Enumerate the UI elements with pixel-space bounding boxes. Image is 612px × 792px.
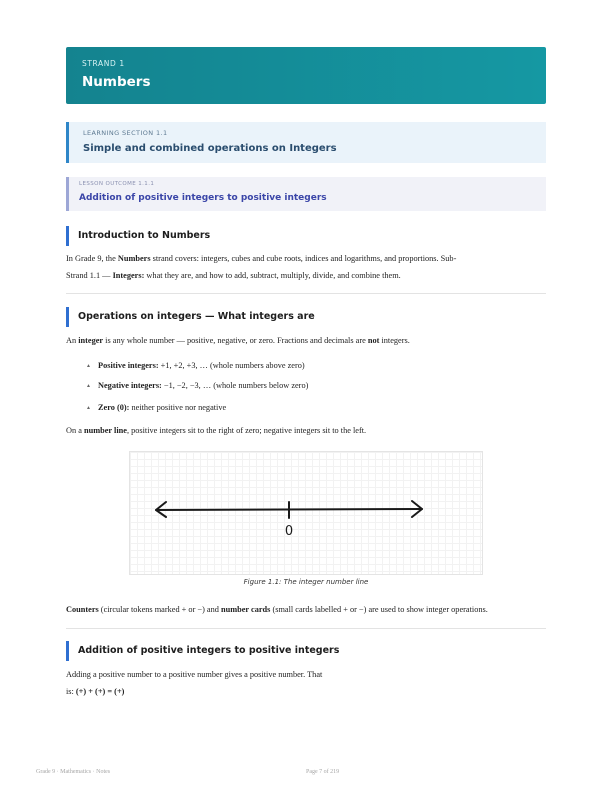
intro-paragraph: [66, 250, 546, 284]
definition-text: integers.: [379, 336, 410, 345]
list-item: [86, 380, 308, 393]
divider: [66, 293, 546, 294]
zero-label: 0: [284, 524, 294, 539]
definition-text: An: [66, 336, 79, 345]
addition-line-1: Adding a positive number to a positive number gives a positive number. That: [66, 670, 323, 679]
triangle-bullet-icon: ▲: [86, 406, 91, 411]
sentence-text: (circular tokens marked + or −) and: [98, 605, 221, 614]
bullet-label: Positive integers:: [98, 361, 159, 370]
strand-kicker: STRAND 1: [82, 59, 125, 68]
sentence-term: number line: [83, 426, 127, 435]
strand-title: Numbers: [82, 74, 151, 90]
bullet-text: +1, +2, +3, … (whole numbers above zero): [158, 361, 305, 370]
definition-emphasis: not: [367, 336, 380, 345]
intro-strong: Integers:: [112, 271, 145, 280]
intro-text: In Grade 9, the: [66, 254, 118, 263]
learning-section-box: [66, 122, 546, 163]
triangle-bullet-icon: ▲: [86, 384, 91, 389]
bullet-label: Negative integers:: [98, 381, 162, 390]
number-line-figure: [129, 451, 483, 575]
intro-heading: Introduction to Numbers: [66, 226, 210, 246]
addition-paragraph: [66, 666, 546, 700]
sentence-text: (small cards labelled + or −) are used to show integer operations.: [270, 605, 488, 614]
footer-left: Grade 9 · Mathematics · Notes: [36, 769, 111, 775]
learning-section-title: Simple and combined operations on Integers: [83, 143, 337, 154]
sentence-term: Counters: [66, 605, 99, 614]
counters-sentence: [66, 601, 546, 618]
sign-rule: (+) + (+) = (+): [75, 687, 125, 696]
definition-text: is any whole number — positive, negative, or zero. Fractions and decimals are: [103, 336, 368, 345]
learning-section-kicker: LEARNING SECTION 1.1: [83, 129, 168, 137]
intro-line-1: [66, 250, 546, 267]
number-line-drawing: [130, 452, 482, 574]
intro-text: strand covers: integers, cubes and cube roots, indices and logarithms, and proportions. Sub-: [150, 254, 457, 263]
sentence-text: On a: [66, 426, 84, 435]
operations-heading: Operations on integers — What integers are: [66, 307, 315, 327]
intro-text: Strand 1.1 —: [66, 271, 113, 280]
bullet-text: neither positive nor negative: [129, 403, 227, 412]
divider: [66, 628, 546, 629]
bullet-text: −1, −2, −3, … (whole numbers below zero): [161, 381, 309, 390]
figure-caption: Figure 1.1: The integer number line: [243, 578, 369, 586]
intro-line-2: [66, 267, 546, 284]
definition-term: integer: [78, 336, 104, 345]
footer-page-number: Page 7 of 219: [306, 769, 340, 775]
addition-line-2: [66, 683, 546, 700]
lesson-outcome-box: [66, 177, 546, 211]
sentence-term: number cards: [220, 605, 271, 614]
intro-strong: Numbers: [117, 254, 151, 263]
addition-text: is:: [66, 687, 76, 696]
bullet-label: Zero (0):: [98, 403, 130, 412]
addition-heading: Addition of positive integers to positive integers: [66, 641, 339, 661]
triangle-bullet-icon: ▲: [86, 364, 91, 369]
list-item: [86, 360, 305, 373]
lesson-outcome-kicker: LESSON OUTCOME 1.1.1: [79, 181, 155, 187]
strand-banner: [66, 47, 546, 104]
list-item: [86, 402, 226, 415]
number-line-sentence: [66, 422, 546, 439]
lesson-outcome-title: Addition of positive integers to positive integers: [79, 193, 327, 203]
sentence-text: , positive integers sit to the right of zero; negative integers sit to the left.: [126, 426, 367, 435]
intro-text: what they are, and how to add, subtract, multiply, divide, and combine them.: [144, 271, 401, 280]
integer-definition: [66, 332, 546, 349]
